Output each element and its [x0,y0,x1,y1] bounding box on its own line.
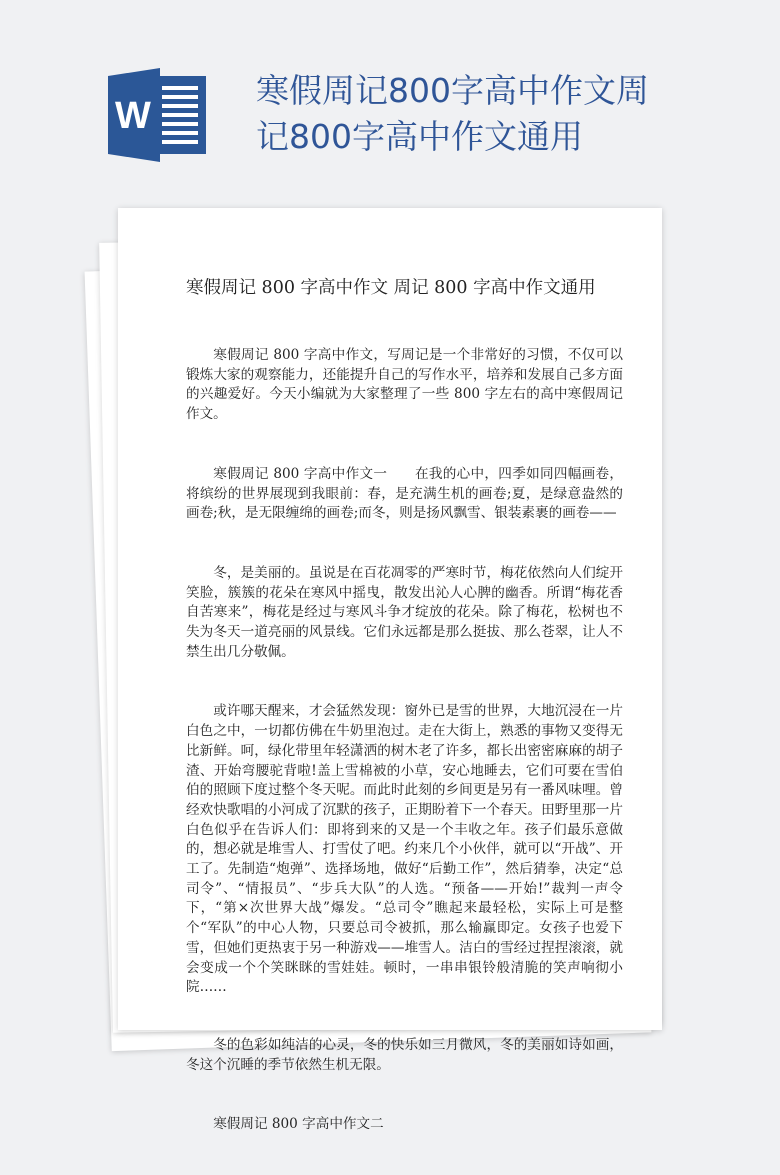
document-page [118,208,662,1133]
section-heading: 寒假周记 800 字高中作文二 [213,1116,384,1133]
paragraph: 寒假周记 800 字高中作文一 在我的心中，四季如同四幅画卷，将缤纷的世界展现到我眼前：春，是充满生机的画卷;夏，是绿意盎然的画卷;秋，是无限缠绵的画卷;而冬，则是扬风飘雪、银装素裹的画卷—— [186,465,623,522]
word-document-icon [108,68,206,162]
word-icon-letter: W [115,95,151,137]
page-title: 寒假周记800字高中作文周记800字高中作文通用 [256,71,649,156]
document-title: 寒假周记 800 字高中作文 周记 800 字高中作文通用 [186,278,596,298]
document-body [186,346,623,1175]
paragraph: 冬，是美丽的。虽说是在百花凋零的严寒时节，梅花依然向人们绽开笑脸，簇簇的花朵在寒风中摇曳，散发出沁人心脾的幽香。所谓“梅花香自苦寒来”，梅花是经过与寒风斗争才绽放的花朵。除了梅花，松树也不失为冬天一道亮丽的风景线。它们永远都是那么挺拔、那么苍翠，让人不禁生出几分敬佩。 [186,564,623,660]
paragraph: 寒假周记 800 字高中作文，写周记是一个非常好的习惯，不仅可以锻炼大家的观察能力，还能提升自己的写作水平，培养和发展自己多方面的兴趣爱好。今天小编就为大家整理了一些 800 字左右的高中寒假周记作文。 [186,347,623,423]
paragraph: 或许哪天醒来，才会猛然发现：窗外已是雪的世界，大地沉浸在一片白色之中，一切都仿佛在牛奶里泡过。走在大街上，熟悉的事物又变得无比新鲜。呵，绿化带里年轻潇洒的树木老了许多，都长出密密麻麻的胡子渣、开始弯腰驼背啦!盖上雪棉被的小草，安心地睡去，它们可要在雪伯伯的照顾下度过整个冬天呢。而此时此刻的乡间更是另有一番风味哩。曾经欢快歌唱的小河成了沉默的孩子，正期盼着下一个春天。田野里那一片白色似乎在告诉人们：即将到来的又是一个丰收之年。孩子们最乐意做的，想必就是堆雪人、打雪仗了吧。约来几个小伙伴，就可以“开战”、开工了。先制造“炮弹”、选择场地，做好“后勤工作”，然后猜拳，决定“总司令”、“情报员”、“步兵大队”的人选。“预备——开始!”裁判一声令下，“第×次世界大战”爆发。“总司令”瞧起来最轻松，实际上可是整个“军队”的中心人物，只要总司令被抓，那么输赢即定。女孩子也爱下雪，但她们更热衷于另一种游戏——堆雪人。洁白的雪经过捏捏滚滚，就会变成一个个笑眯眯的雪娃娃。顿时，一串串银铃般清脆的笑声响彻小院…… [186,703,623,996]
paragraph: 冬的色彩如纯洁的心灵，冬的快乐如三月微风，冬的美丽如诗如画，冬这个沉睡的季节依然生机无限。 [186,1036,623,1073]
